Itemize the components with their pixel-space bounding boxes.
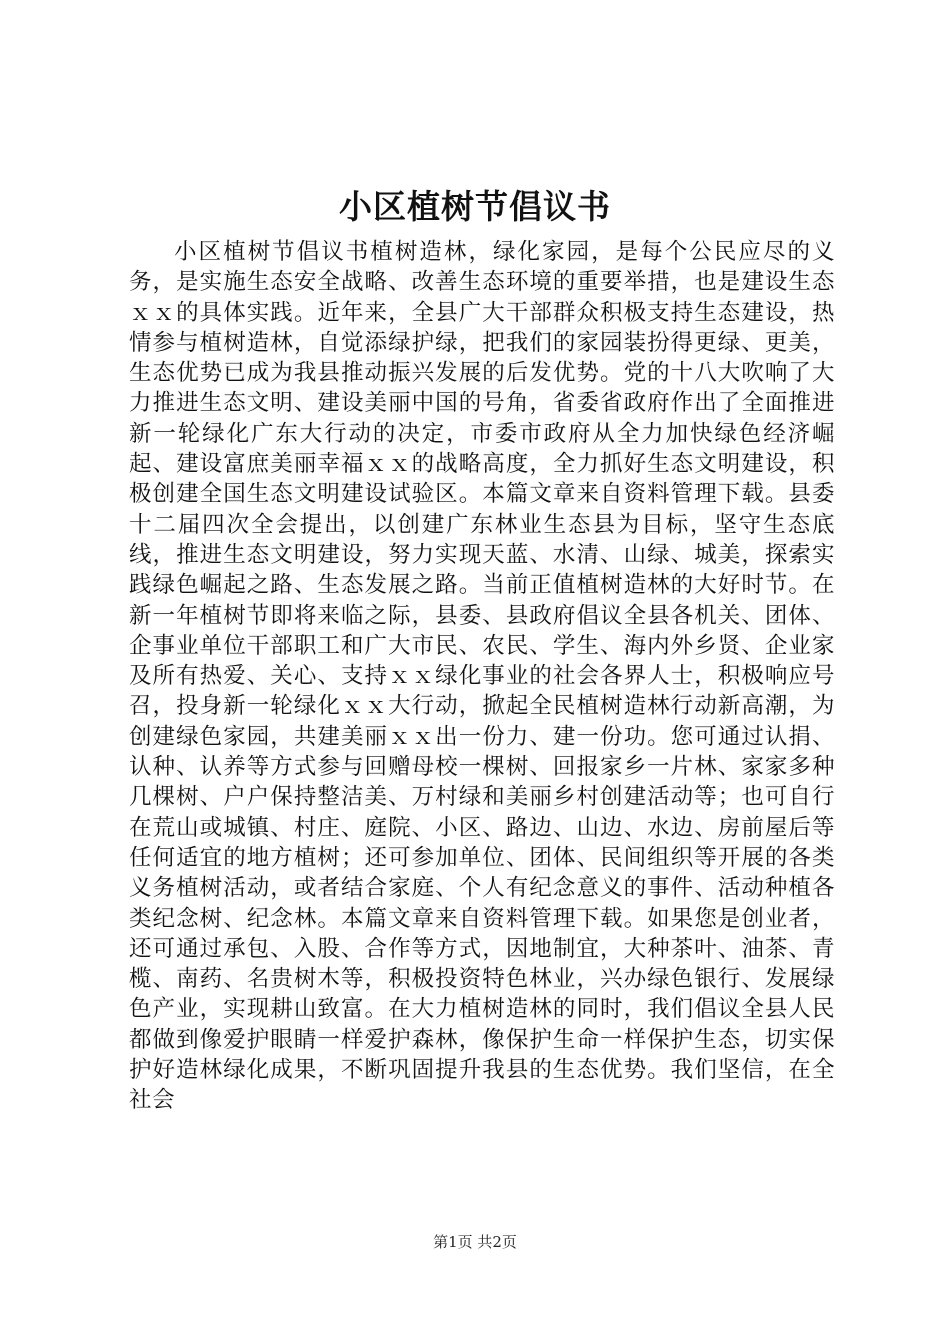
document-body-paragraph: 小区植树节倡议书植树造林，绿化家园，是每个公民应尽的义务，是实施生态安全战略、改善生态环境的重要举措，也是建设生态ｘｘ的具体实践。近年来，全县广大干部群众积极支持生态建设，热情参与植树造林，自觉添绿护绿，把我们的家园装扮得更绿、更美，生态优势已成为我县推动振兴发展的后发优势。党的十八大吹响了大力推进生态文明、建设美丽中国的号角，省委省政府作出了全面推进新一轮绿化广东大行动的决定，市委市政府从全力加快绿色经济崛起、建设富庶美丽幸福ｘｘ的战略高度，全力抓好生态文明建设，积极创建全国生态文明建设试验区。本篇文章来自资料管理下载。县委十二届四次全会提出，以创建广东林业生态县为目标，坚守生态底线，推进生态文明建设，努力实现天蓝、水清、山绿、城美，探索实践绿色崛起之路、生态发展之路。当前正值植树造林的大好时节。在新一年植树节即将来临之际，县委、县政府倡议全县各机关、团体、企事业单位干部职工和广大市民、农民、学生、海内外乡贤、企业家及所有热爱、关心、支持ｘｘ绿化事业的社会各界人士，积极响应号召，投身新一轮绿化ｘｘ大行动，掀起全民植树造林行动新高潮，为创建绿色家园，共建美丽ｘｘ出一份力、建一份功。您可通过认捐、认种、认养等方式参与回赠母校一棵树、回报家乡一片林、家家多种几棵树、户户保持整洁美、万村绿和美丽乡村创建活动等；也可自行在荒山或城镇、村庄、庭院、小区、路边、山边、水边、房前屋后等任何适宜的地方植树；还可参加单位、团体、民间组织等开展的各类义务植树活动，或者结合家庭、个人有纪念意义的事件、活动种植各类纪念树、纪念林。本篇文章来自资料管理下载。如果您是创业者，还可通过承包、入股、合作等方式，因地制宜，大种茶叶、油茶、青榄、南药、名贵树木等，积极投资特色林业，兴办绿色银行、发展绿色产业，实现耕山致富。在大力植树造林的同时，我们倡议全县人民都做到像爱护眼睛一样爱护森林，像保护生命一样保护生态，切实保护好造林绿化成果，不断巩固提升我县的生态优势。我们坚信，在全社会 (129, 239, 835, 1114)
page-footer: 第1页 共2页 (433, 1233, 517, 1251)
document-title: 小区植树节倡议书 (339, 187, 611, 226)
